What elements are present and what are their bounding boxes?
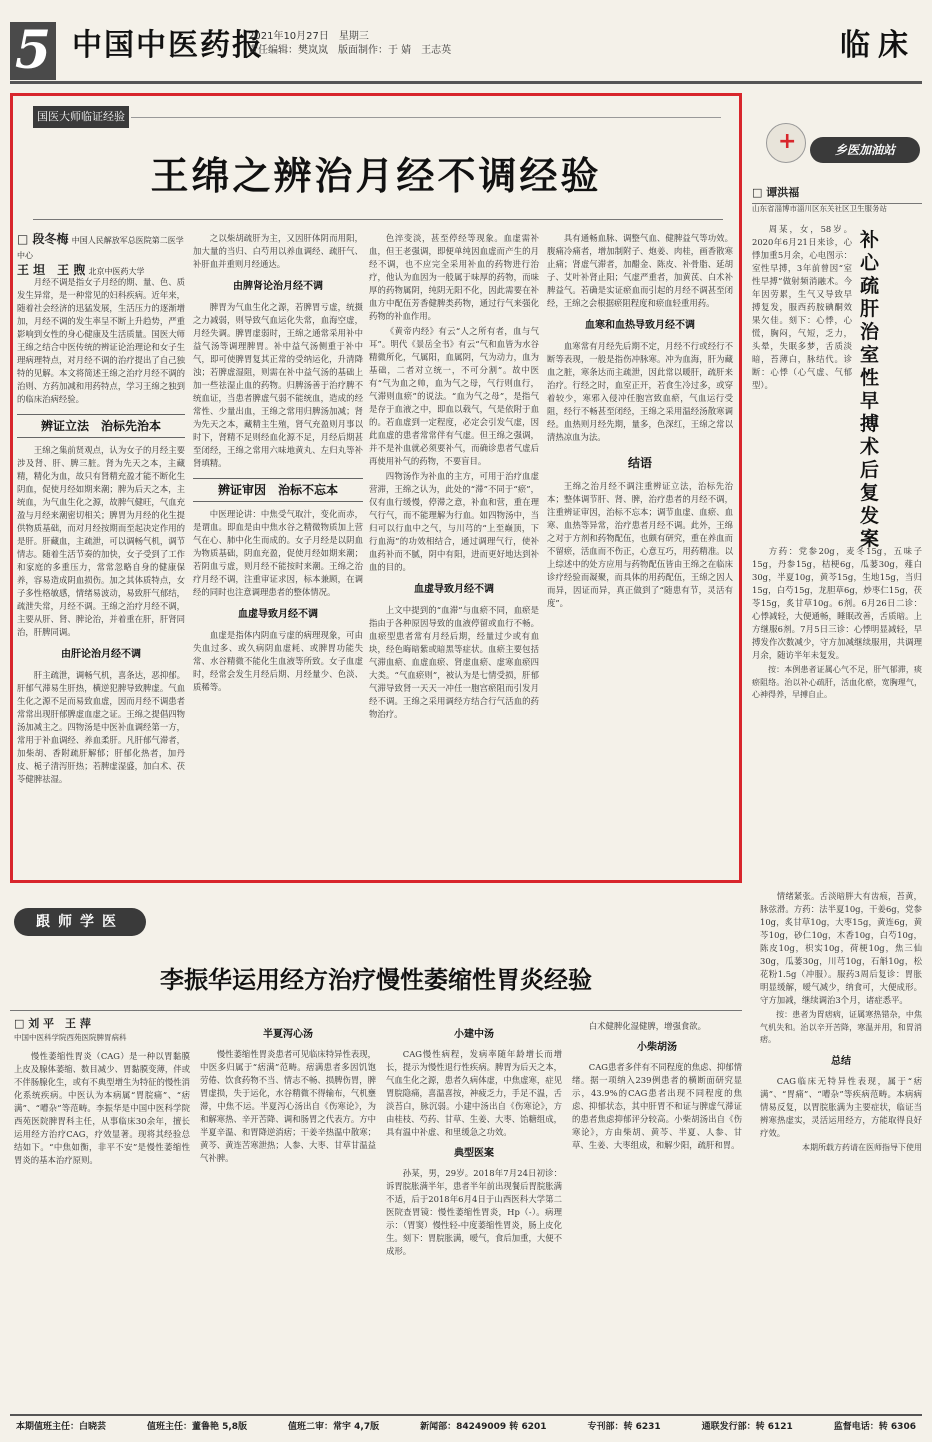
footer-item: 专刊部：转 6231 (587, 1422, 661, 1432)
bottom-column-4 (572, 1020, 742, 1406)
body-paragraph: 孙某，男，29岁。2018年7月24日初诊：诉胃脘胀满半年，患者半年前出现餐后胃脘胀满不适，后于2018年6月4日于山西医科大学第二医院查胃镜：慢性萎缩性胃炎，Hp（-）。病理示：（胃窦）慢性轻-中度萎缩性胃炎，肠上皮化生。刻下：胃脘胀满，嗳气，食后加重，大便不成形。 (386, 1168, 562, 1256)
body-paragraph: 方药：党参20g，麦冬15g，五味子15g，丹参15g，桔梗6g，瓜蒌30g，薤白30g，半夏10g，黄芩15g，生地15g，当归15g，白芍15g，龙胆草6g，炒枣仁15g，茯苓15g，炙甘草10g。6剂。6月26日二诊：心悸减轻，大便通畅，睡眠改善，舌质暗。上方继服6剂。7月5日三诊：心悸明显减轻，早搏发作次数减少，守方加减继续服用，共调理月余，随访半年未复发。 (752, 546, 922, 660)
section-heading: 辨证审因 治标不忘本 (193, 478, 363, 502)
intro-paragraph: 月经不调是指女子月经的期、量、色、质发生异常，是一种常见的妇科疾病。近年来，随着社会经济的迅猛发展，生活压力的逐渐增加，月经不调的发生率呈不断上升趋势，严重影响到女性的身心健康及生活质量。国医大师王绵之结合中医传统的辨证论治理论和女子生理病理特点，对月经不调的治疗提出了自己独特的见解。本文将简述王绵之治疗月经不调的治则、方药加减和用药特点，学习王绵之独到的临床治病经验。 (17, 277, 185, 404)
body-paragraph: 脾胃为气血生化之源，若脾胃亏虚，统摄之力减弱，则导致气血运化失常，血海空虚，月经失调。脾胃虚弱时，王绵之通常采用补中益气汤等调理脾胃。补中益气汤侧重于补中气，即可使脾胃复其正常的受纳运化，升清降浊；若脾虚湿阻，则需在补中益气汤的基础上加一些祛湿止血的药物。归脾汤善于治疗脾不统血证，当患者脾虚气弱不能统血，造成的经常性、少量出血，王绵之常用归脾汤加减；肾为先天之本，藏精主生殖，肾气充盈则月事以时下，肾精不足则经血化源不足，月经后期甚至闭经，王绵之常用六味地黄丸、左归丸等补肾填精。 (193, 302, 363, 468)
body-paragraph: 四物汤作为补血的主方，可用于治疗血虚营滞，王绵之认为，此处的“滞”不同于“瘀”，仅有血行缓慢，停滞之意，补血和营，重在理气行气，而不能理解为行血。如四物汤中，当归可以行血中之气，与川芎的“上至巅顶，下行血海”的功效相结合，通过调理气行，使补血药补而不腻，阴中有阳，进而更好地达到补血的目的。 (369, 471, 539, 572)
column-banner: 国医大师临证经验 (33, 106, 129, 128)
sidebar-text-1 (752, 223, 852, 543)
banner-divider (131, 117, 721, 118)
bottom-banner-title: 跟师学医 (14, 908, 146, 936)
date-line: 2021年10月27日 星期三 (248, 31, 369, 42)
body-paragraph: CAG患者多伴有不同程度的焦虑、抑郁情绪。据一项纳入239例患者的横断面研究显示，43.9%的CAG患者出现不同程度的焦虑、抑郁状态，其中肝胃不和证与脾虚气滞证的患者焦虑抑郁评分较高。小柴胡汤出自《伤寒论》，方由柴胡、黄芩、半夏、人参、甘草、生姜、大枣组成，和解少阳，疏肝和胃。 (572, 1062, 742, 1150)
body-paragraph: 中医理论讲：中焦受气取汁，变化而赤，是谓血。即血是由中焦水谷之精微物质加上营气在心、肺中化生而成的。女子月经是以阴血为物质基础，阴血充盈，促使月经如期来潮；若阴血亏虚，则月经不能按时来潮。王绵之治疗月经不调，注重审证求因，标本兼顾，在调经的同时也注意调理患者的整体情况。 (193, 509, 363, 597)
bottom-right-column (760, 890, 922, 1410)
body-paragraph: 之以柴胡疏肝为主，又因肝体阴而用阳，加大量的当归、白芍用以养血调经、疏肝气、补肝血并重则月经通达。 (193, 233, 363, 269)
footer-item: 通联发行部：转 6121 (701, 1422, 793, 1432)
sidebar-banner-title: 乡医加油站 (810, 137, 920, 163)
body-paragraph: 血寒常有月经先后期不定，月经不行或经行不断等表现，一般是指伤冲脉寒。冲为血海，肝为藏血之脏，寒条达而主疏泄，因此常以暖肝，疏肝来治疗。行经之时，血室正开，若食生冷过多，或穿着较少，寒邪入侵冲任胞宫致血瘀，气血运行受阻，经行不畅甚至闭经，王绵之采用温经汤散寒调经。血热则月经先期，量多，色深红，王绵之常以清热凉血为法。 (547, 341, 733, 442)
usage-notice: 本期所载方药请在医师指导下使用 (802, 1142, 922, 1152)
body-paragraph: CAG慢性病程，发病率随年龄增长而增长，提示为慢性退行性疾病。脾胃为后天之本，气血生化之源，患者久病体虚，中焦虚寒，症见胃脘隐痛，喜温喜按，神疲乏力，手足不温，舌淡苔白，脉沉弱。小建中汤出自《伤寒论》，方由桂枝、芍药、甘草、生姜、大枣、饴糖组成，具有温中补虚、和里缓急之功效。 (386, 1049, 562, 1137)
subheading: 半夏泻心汤 (263, 1029, 313, 1040)
bottom-org: 中国中医科学院西苑医院脾胃病科 (14, 1033, 127, 1042)
author-1: □ 段冬梅 (17, 232, 69, 246)
org-2: 北京中医药大学 (88, 267, 145, 276)
main-byline (17, 232, 187, 279)
bottom-column-1 (14, 1050, 190, 1406)
subheading: 典型医案 (454, 1148, 494, 1159)
org-1: 中国人民解放军总医院第二医学中心 (17, 236, 184, 260)
bottom-article (10, 890, 752, 1410)
sidebar-text-2 (752, 545, 922, 879)
section-name: 临床 (840, 28, 916, 63)
body-paragraph: 白术健脾化湿健脾，增强食欲。 (588, 1021, 707, 1031)
bottom-right-text (760, 890, 922, 1406)
main-headline: 王绵之辨治月经不调经验 (150, 153, 602, 198)
footer-item: 值班二审：常宇 4,7版 (288, 1422, 380, 1432)
article-column-3 (369, 232, 539, 874)
article-column-4 (547, 232, 733, 874)
sidebar-note: 按：本例患者证属心气不足，肝气郁滞，痰瘀阻络。治以补心疏肝，活血化瘀，宽胸理气，心神得养，早搏自止。 (752, 665, 922, 699)
main-article (10, 93, 742, 883)
editor-line: 责任编辑：樊岚岚 版面制作：于 婧 王志英 (248, 45, 452, 56)
subheading: 结语 (627, 456, 652, 470)
bottom-headline: 李振华运用经方治疗慢性萎缩性胃炎经验 (160, 965, 592, 994)
body-paragraph: 肝主疏泄，调畅气机，喜条达，恶抑郁。肝郁气滞易生肝热，横逆犯脾导致脾虚。气血生化之源不足而易致血虚，因而月经不调患者常常出现肝郁脾虚血虚之证。王绵之提倡四物汤加减主之。四物汤是中医补血调经第一方，常用于补血调经、养血柔肝。凡肝郁气滞者，加柴胡、香附疏肝解郁；肝郁化热者，加丹皮、栀子清泻肝热；若脾虚湿盛，加白术、茯苓健脾祛湿。 (17, 670, 185, 784)
body-paragraph: 慢性萎缩性胃炎（CAG）是一种以胃黏膜上皮及腺体萎缩、数目减少、胃黏膜变薄，伴或不伴肠腺化生，或有不典型增生为特征的慢性消化系统疾病。中医认为本病属“胃脘痛”、“痞满”、“嘈杂”等范畴。李振华是中国中医科学院西苑医院脾胃科主任，从事临床30余年，擅长运用经方治疗CAG，疗效显著。现将其经验总结如下。“中焦如衡，非平不安”是慢性萎缩性胃炎的基本治疗原则。 (14, 1051, 190, 1165)
issue-info (248, 30, 451, 58)
sidebar-author: □ 谭洪福 (752, 185, 922, 204)
subheading: 血寒和血热导致月经不调 (585, 320, 695, 331)
subheading: 由脾肾论治月经不调 (233, 281, 323, 292)
body-paragraph: 王绵之集前贤观点，认为女子的月经主要涉及肾、肝、脾三脏。肾为先天之本，主藏精，精化为血，故只有肾精充盈才能不断化生阴血，促使月经如期来潮；脾为后天之本，主统血，为气血生化之源，故脾气健旺，气血充盈与月经来潮密切相关；脾胃为月经的化生提供物质基础，而对月经按期而至起决定作用的是肝。肝藏血，主疏泄，可以调畅气机，调节情志。随着生活节奏的加快，女子受到了工作和家庭的多重压力，常常忽略自身的健康保养，容易造成阴血损伤。加之其体质特点，女子多性格敏感，情绪易波动，易致肝气郁结，疏泄失常，月经不调。王绵之治疗月经不调，主要从肝、肾、脾论治，并着重在肝，肝肾同治，肝脾同调。 (17, 445, 185, 637)
body-paragraph: 具有通畅血脉、调整气血、健脾益气等功效。腹痛冷痛者，增加制附子、炮姜、肉桂，画香散寒止痛；肾虚气滞者，加醋金、陈皮、补骨脂、延胡子、艾叶补肾止阳；气虚严重者，加黄芪、白术补脾益气。若确是实证瘀血而引起的月经不调甚至闭经，王绵之会根据瘀阻程度和瘀血轻重用药。 (547, 233, 733, 308)
subheading: 总结 (831, 1055, 851, 1067)
body-paragraph: 血虚是指体内阴血亏虚的病理现象，可由失血过多、或久病阴血虚耗、或脾胃功能失常、水谷精微不能化生血液等所致。女子血虚时，经常会发生月经后期、月经量少、色淡、质稀等。 (193, 630, 363, 692)
bottom-banner (10, 890, 150, 950)
bottom-author: □ 刘 平 王 萍 (14, 1017, 91, 1030)
page-footer (10, 1414, 922, 1438)
body-paragraph: 周某，女，58岁。2020年6月21日来诊，心悸加重5月余，心电图示：室性早搏，3年前曾因“室性早搏”做射频消融术。今年因劳累，生气又导致早搏复发，服西药胺碘酮效果欠佳。刻下：心悸，心慌，胸闷，气短，乏力，头晕，失眠多梦，舌质淡暗，苔薄白，脉结代。诊断：心悸（心气虚、气郁型）。 (752, 224, 852, 390)
bottom-divider (10, 1010, 742, 1011)
case-note: 按：患者为胃痞病，证属寒热错杂，中焦气机失和。治以辛开苦降，寒温并用，和胃消痞。 (760, 1010, 922, 1044)
subheading: 小建中汤 (454, 1029, 494, 1040)
sidebar-article (752, 93, 922, 883)
body-paragraph: 慢性萎缩性胃炎患者可见临床特异性表现，中医多归属于“痞满”范畴。痞满患者多因饥饱劳倦、饮食药物不当、情志不畅、损脾伤胃，脾胃虚损，失于运化，水谷精微不得输布，气机壅滞，中焦不运。半夏泻心汤出自《伤寒论》，为和解寒热、辛开苦降、调和肠胃之代表方。方中半夏辛温、和胃降逆消痞；干姜辛热温中散寒；黄芩、黄连苦寒泄热；人参、大枣、甘草甘温益气补脾。 (200, 1049, 376, 1163)
author-2: 王 坦 王 煦 (17, 263, 86, 277)
sidebar-banner (752, 93, 922, 173)
body-paragraph: 色淬变淡，甚至停经等现象。血虚需补血，但王老强调，即便单纯因血虚而产生的月经不调，也不应完全采用补血的药物进行治疗，他认为血因为一般属于味厚的药物，而味厚的药物属阴，纯阴无阳不化，因此需要在补血方中配伍芳香健脾类药物，通过行气来强化药物的补血作用。 (369, 233, 539, 321)
body-paragraph: 情绪紧张。舌淡暗胖大有齿痕，苔黄，脉弦滑。方药：法半夏10g，干姜6g，党参10g，炙甘草10g，大枣15g，黄连6g，黄芩10g，砂仁10g，木香10g，白芍10g，陈皮10g，枳实10g，荷梗10g，焦三仙30g，瓜蒌30g，川芎10g，石斛10g，松花粉1.5g（冲服）。服药3周后复诊：胃胀明显缓解，嗳气减少，纳食可，大便成形。守方加减，继续调治3个月，诸症悉平。 (760, 891, 922, 1005)
article-column-2 (193, 232, 363, 874)
body-paragraph: 王绵之治月经不调注重辨证立法，治标先治本；整体调节肝、肾、脾，治疗患者的月经不调，注重辨证审因，治标不忘本；调节血虚、血瘀、血寒、血热等异常，治疗患者月经不调。此外，王绵之对于方剂和药物配伍，也颇有研究，重在养血而不留瘀，活血而不伤正，心意互巧，用药精准。以上综述中的处方应用与药物配伍皆由王绵之在临床诊疗经验而凝聚，而具体的用药配伍，王绵之因人而异，因证而异，真正做到了“随患有节，灵活有度”。 (547, 481, 733, 608)
subheading: 血虚导致月经不调 (238, 609, 318, 620)
page-number: 5 (10, 22, 56, 80)
bottom-column-2 (200, 1020, 376, 1406)
headline-divider (33, 219, 723, 220)
subheading: 血虚导致月经不调 (414, 584, 494, 595)
sidebar-title: 补心疏肝治室性早搏术后复发案 (860, 229, 880, 550)
masthead (10, 12, 922, 84)
article-column-1 (17, 276, 185, 876)
paper-name: 中国中医药报 (72, 28, 264, 63)
footer-item: 监督电话：转 6306 (833, 1422, 916, 1432)
body-paragraph: 上文中提到的“血滞”与血瘀不同，血瘀是指由于各种原因导致的血液停留或血行不畅。血瘀型患者常有月经后期，经量过少或有血块，经色晦暗紫或暗黑等症状。血瘀主要包括气滞血瘀、血虚血瘀、肾虚血瘀、虚寒血瘀四大类。“气血瘀则”，被认为是七情受损，肝郁气滞导致肾一天天一冲任一胞宫瘀阻而引发月经不调。王绵之采用调经方结合行气活血的药物治疗。 (369, 605, 539, 719)
sidebar-org: 山东省淄博市淄川区东关社区卫生服务站 (752, 204, 887, 213)
doctor-icon (766, 123, 806, 163)
bottom-column-3 (386, 1020, 562, 1406)
body-paragraph: CAG临床无特异性表现，属于“痞满”、“胃痛”、“嘈杂”等疾病范畴。本病病情易反复，以胃脘胀满为主要症状，临证当辨寒热虚实，灵活运用经方，方能取得良好疗效。 (760, 1075, 922, 1138)
subheading: 由肝论治月经不调 (61, 649, 141, 660)
section-heading: 辨证立法 治标先治本 (17, 414, 185, 438)
footer-item: 本期值班主任：白晓芸 (16, 1422, 107, 1432)
footer-item: 新闻部：84249009 转 6201 (420, 1422, 547, 1432)
body-paragraph: 《黄帝内经》有云“人之所有者，血与气耳”。明代《景岳全书》有云“气和血皆为水谷精微所化，气属阳，血属阴，气为动力，血为基础，二者对立统一，不可分割”。故中医有“气为血之帅，血为气之母，气行则血行，气滞则血瘀”的说法。“血为气之母”，是指气是存于血液之中，即血以载气，气是依附于血的。若血虚到一定程度，必定会引发气虚，因此血虚的患者常常伴有气虚。但王绵之强调，并不是补血就必须要补气，而确诊患者气虚后再使用补气的药物，不要盲目。 (369, 326, 539, 466)
footer-item: 值班主任：董鲁艳 5,8版 (146, 1422, 248, 1432)
subheading: 小柴胡汤 (637, 1042, 677, 1053)
